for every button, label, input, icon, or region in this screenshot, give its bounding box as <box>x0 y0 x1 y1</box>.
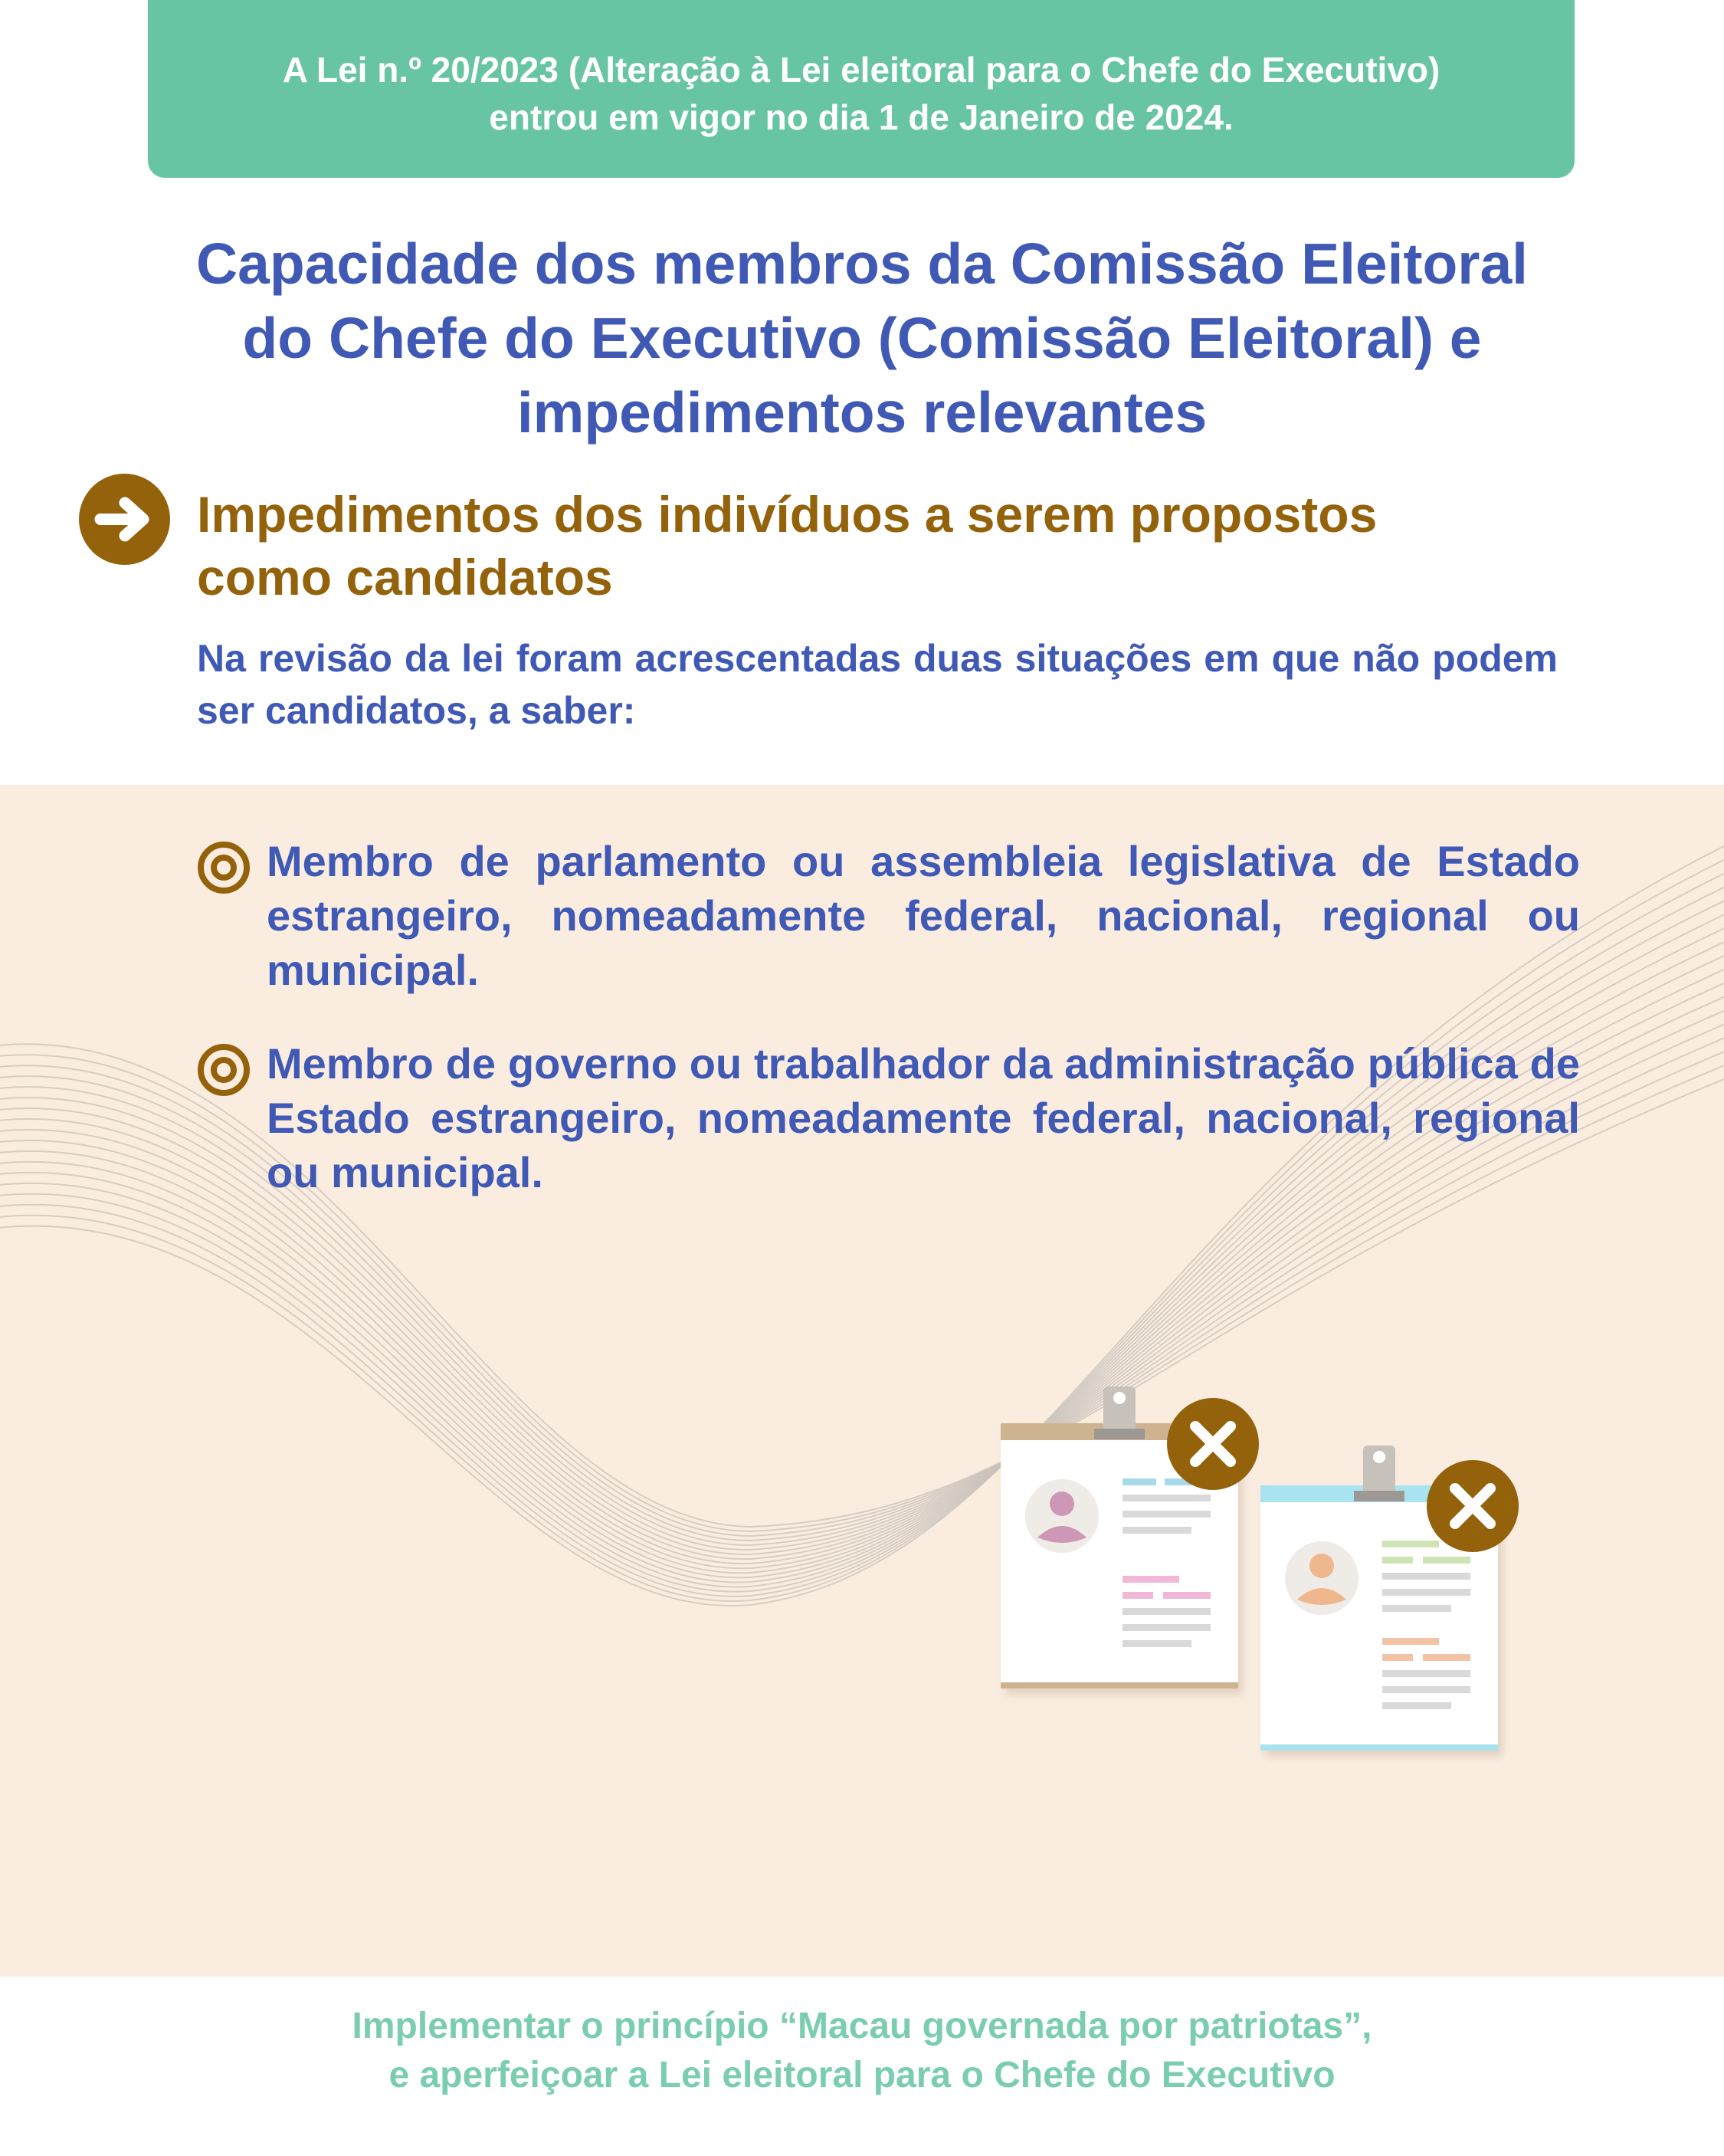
footer-line-2: e aperfeiçoar a Lei eleitoral para o Chefe do Executivo <box>388 2055 1336 2095</box>
law-effective-banner <box>148 0 1575 178</box>
reject-x-icon <box>1167 1398 1259 1490</box>
arrow-right-circle-icon <box>79 474 170 565</box>
footer-line-1: Implementar o princípio “Macau governada por patriotas”, <box>352 2006 1372 2046</box>
title-line-1: Capacidade dos membros da Comissão Eleitoral <box>195 231 1529 296</box>
double-circle-bullet-icon <box>196 840 251 895</box>
list-item-text: Membro de parlamento ou assembleia legislativa de Estado estrangeiro, nomeadamente federal, nacional, regional ou municipal. <box>267 837 1580 994</box>
section-heading <box>197 483 1637 609</box>
title-line-3: impedimentos relevantes <box>516 380 1208 445</box>
list-item <box>196 834 1580 997</box>
rejected-candidates-illustration <box>988 1352 1540 1766</box>
section-heading-line-2: como candidatos <box>197 549 613 605</box>
page-title <box>92 227 1632 450</box>
section-heading-line-1: Impedimentos dos indivíduos a serem propostos <box>197 486 1378 543</box>
reject-x-icon <box>1427 1460 1519 1552</box>
title-line-2: do Chefe do Executivo (Comissão Eleitoral) e <box>242 306 1482 370</box>
footer-slogan <box>0 2002 1724 2100</box>
banner-line-2: entrou em vigor no dia 1 de Janeiro de 2024. <box>489 97 1234 137</box>
list-item-text: Membro de governo ou trabalhador da administração pública de Estado estrangeiro, nomeadamente federal, nacional, regional ou municipal. <box>267 1039 1580 1196</box>
list-item <box>196 1036 1580 1199</box>
double-circle-bullet-icon <box>196 1042 251 1098</box>
banner-line-1: A Lei n.º 20/2023 (Alteração à Lei eleitoral para o Chefe do Executivo) <box>282 50 1440 90</box>
intro-paragraph: Na revisão da lei foram acrescentadas duas situações em que não podem ser candidatos, a saber: <box>197 637 1558 732</box>
